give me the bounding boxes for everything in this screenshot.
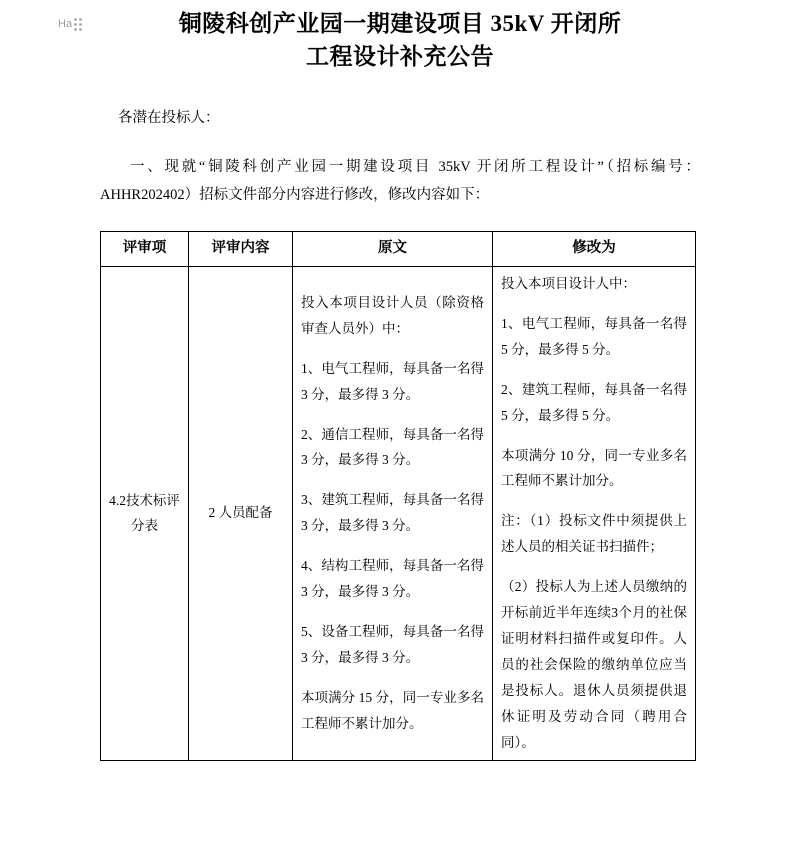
modified-paragraph: 注：（1）投标文件中须提供上述人员的相关证书扫描件； bbox=[501, 513, 687, 555]
original-paragraph: 1、电气工程师，每具备一名得 3 分，最多得 3 分。 bbox=[301, 360, 484, 402]
table-header-row bbox=[101, 232, 696, 267]
modified-paragraph: 投入本项目设计人中： bbox=[501, 276, 636, 292]
modified-paragraph: （2）投标人为上述人员缴纳的开标前近半年连续3个月的社保证明材料扫描件或复印件。人员的社会保险的缴纳单位应当是投标人。退休人员须提供退休证明及劳动合同（聘用合同）。 bbox=[501, 579, 687, 750]
page-title bbox=[100, 8, 700, 73]
document-content bbox=[0, 8, 795, 761]
original-paragraph: 4、结构工程师，每具备一名得 3 分，最多得 3 分。 bbox=[301, 558, 484, 600]
original-paragraph: 投入本项目设计人员（除资格审查人员外）中： bbox=[301, 294, 484, 336]
modified-paragraph: 2、建筑工程师，每具备一名得 5 分，最多得 5 分。 bbox=[501, 381, 687, 423]
table-header-modified: 修改为 bbox=[493, 232, 696, 267]
paragraph-1: 一、现就“铜陵科创产业园一期建设项目 35kV 开闭所工程设计”（招标编号：AHHR202402）招标文件部分内容进行修改，修改内容如下： bbox=[100, 158, 700, 203]
table-header-review-item: 评审项 bbox=[101, 232, 189, 267]
cell-review-item: 4.2技术标评分表 bbox=[101, 267, 189, 761]
cell-modified-text bbox=[493, 267, 696, 761]
cell-review-content: 2 人员配备 bbox=[189, 267, 293, 761]
original-paragraph: 3、建筑工程师，每具备一名得 3 分，最多得 3 分。 bbox=[301, 492, 484, 534]
corner-mark-label: Ha bbox=[58, 17, 73, 30]
original-paragraph: 5、设备工程师，每具备一名得 3 分，最多得 3 分。 bbox=[301, 624, 484, 665]
document-page bbox=[0, 8, 795, 842]
table-row bbox=[101, 267, 696, 761]
table-header-original: 原文 bbox=[293, 232, 493, 267]
grip-dots-icon bbox=[74, 18, 82, 31]
modified-paragraph: 1、电气工程师，每具备一名得 5 分，最多得 5 分。 bbox=[501, 315, 687, 357]
original-paragraph: 本项满分 15 分，同一专业多名工程师不累计加分。 bbox=[301, 689, 484, 731]
modified-paragraph: 本项满分 10 分，同一专业多名工程师不累计加分。 bbox=[501, 447, 687, 489]
modification-table bbox=[100, 231, 696, 761]
page-handle-icon bbox=[58, 16, 84, 32]
page-title-line2: 工程设计补充公告 bbox=[306, 43, 494, 69]
page-title-line1: 铜陵科创产业园一期建设项目 35kV 开闭所 bbox=[178, 11, 622, 36]
salutation: 各潜在投标人： bbox=[118, 110, 220, 127]
table-header-review-content: 评审内容 bbox=[189, 232, 293, 267]
original-paragraph: 2、通信工程师，每具备一名得 3 分，最多得 3 分。 bbox=[301, 426, 484, 468]
cell-original-text bbox=[293, 267, 493, 761]
